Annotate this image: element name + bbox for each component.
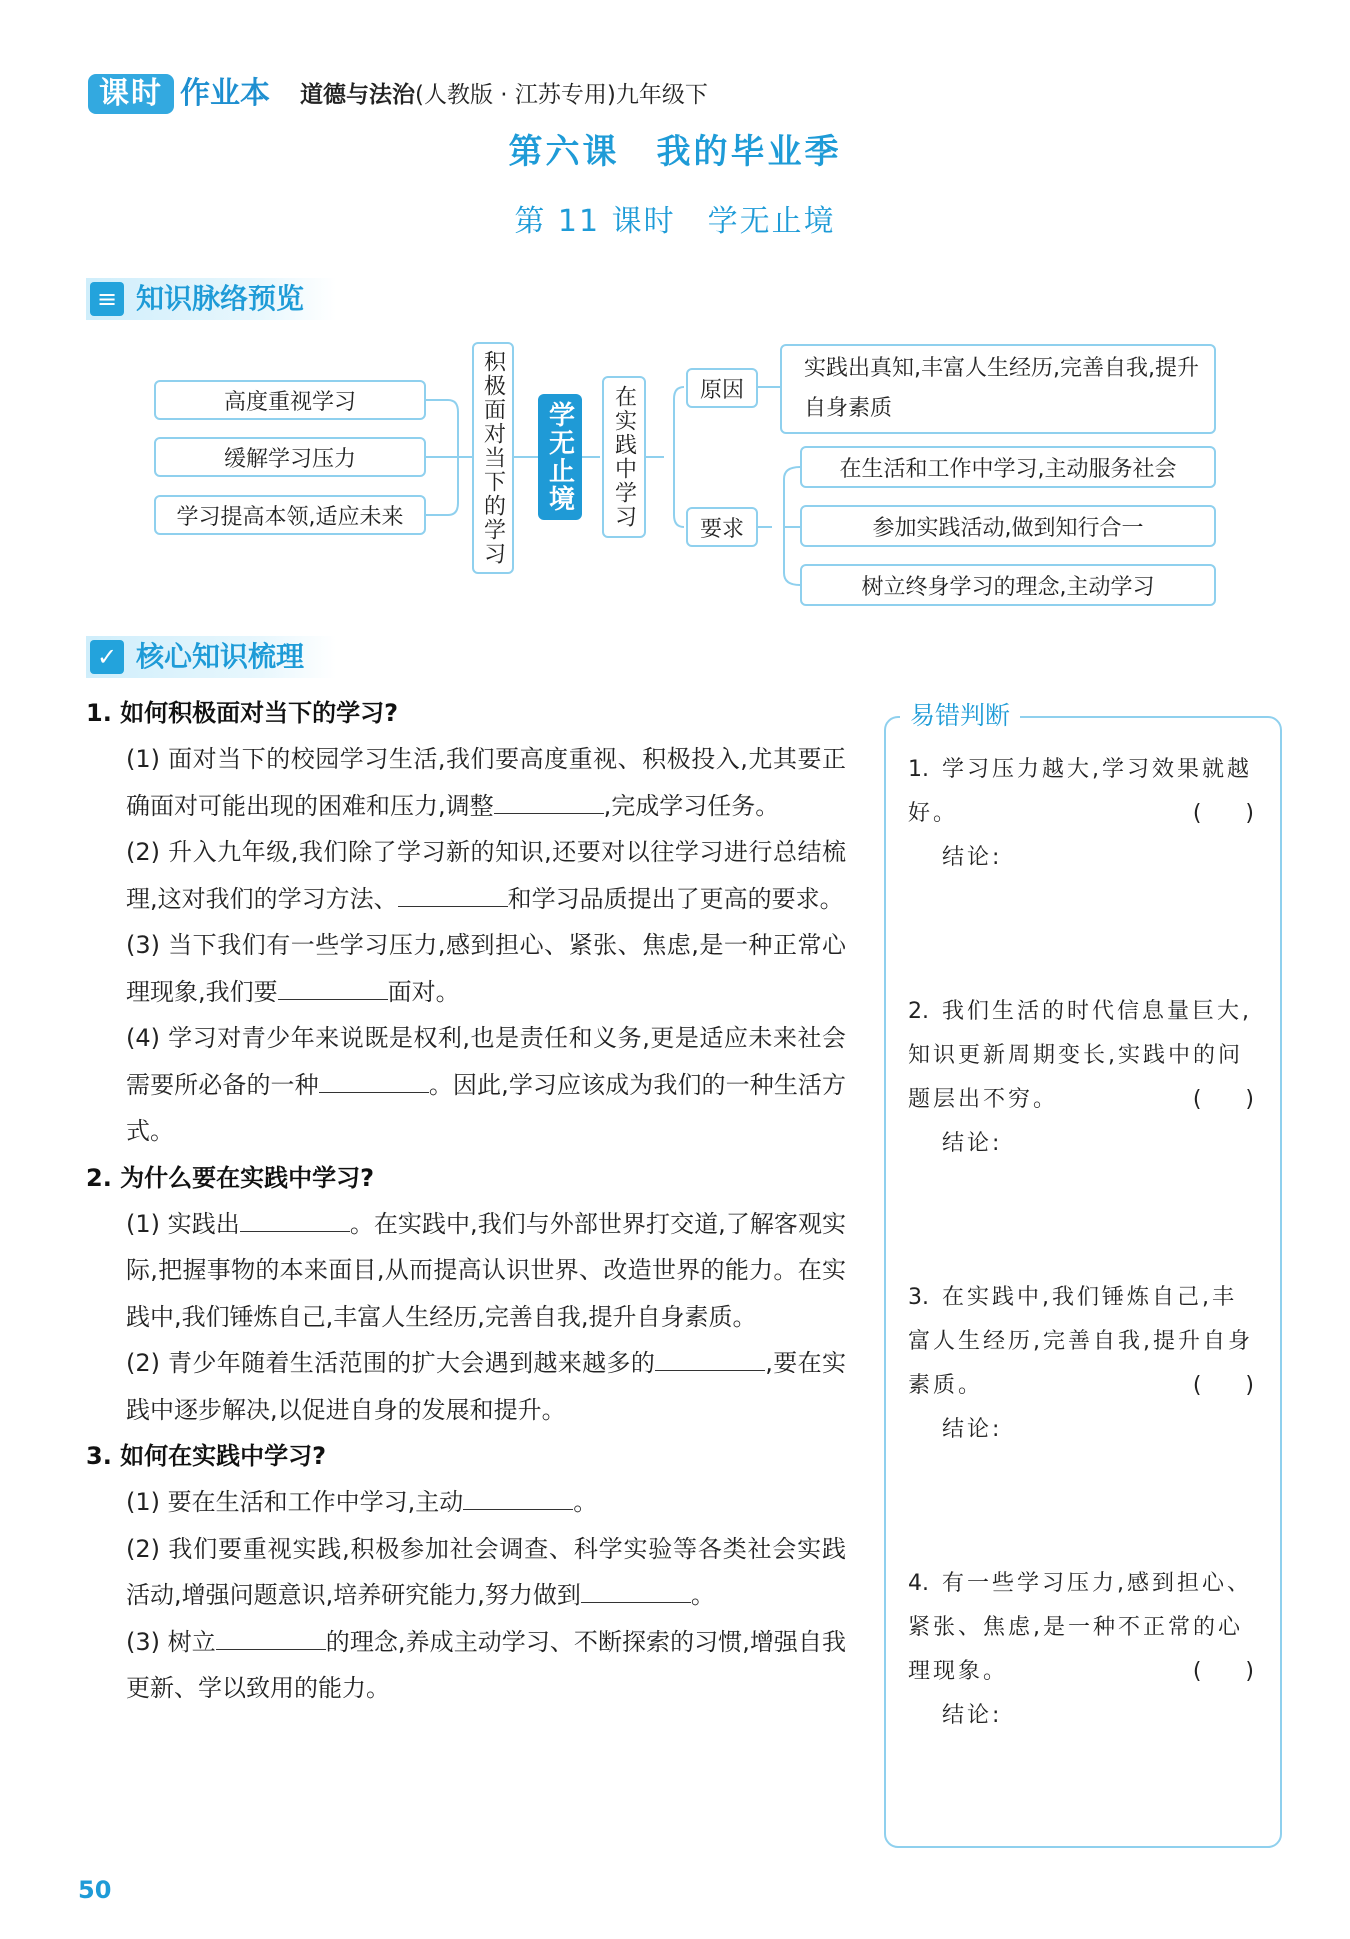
conclusion-label: 结论: xyxy=(942,1417,1003,1442)
answer-blank[interactable] xyxy=(463,1485,573,1510)
mindmap-require-item: 在生活和工作中学习,主动服务社会 xyxy=(800,446,1216,488)
mindmap-left-branch: 积极面对当下的学习 xyxy=(472,342,514,574)
fill-paragraph: (2) 我们要重视实践,积极参加社会调查、科学实验等各类社会实践活动,增强问题意识,培养研究能力,努力做到 。 xyxy=(126,1534,846,1609)
mindmap-center: 学无止境 xyxy=(538,394,582,520)
answer-blank[interactable] xyxy=(398,882,508,907)
judgement-item: 3. 在实践中,我们锤炼自己,丰富人生经历,完善自我,提升自身素质。 ( ) 结论: xyxy=(908,1276,1258,1452)
mindmap-left-item: 高度重视学习 xyxy=(154,380,426,420)
question-block xyxy=(86,1433,846,1712)
question-block xyxy=(86,1155,846,1434)
fill-paragraph: (2) 青少年随着生活范围的扩大会遇到越来越多的 ,要在实践中逐步解决,以促进自身的发展和提升。 xyxy=(86,1340,846,1433)
answer-blank[interactable] xyxy=(278,975,388,1000)
judgement-text: 在实践中,我们锤炼自己,丰富人生经历,完善自我,提升自身素质。 xyxy=(908,1285,1253,1398)
answer-blank[interactable] xyxy=(581,1578,691,1603)
question-title: 2. 为什么要在实践中学习? xyxy=(86,1163,375,1192)
mindmap-require-label: 要求 xyxy=(686,507,758,547)
mindmap-left-item: 学习提高本领,适应未来 xyxy=(154,495,426,535)
page-number: 50 xyxy=(78,1876,112,1904)
judgement-item: 2. 我们生活的时代信息量巨大,知识更新周期变长,实践中的问题层出不穷。 ( ) 结论: xyxy=(908,990,1258,1166)
judgement-item: 1. 学习压力越大,学习效果就越好。 ( ) 结论: xyxy=(908,748,1258,880)
answer-paren[interactable]: ( ) xyxy=(1192,1087,1254,1112)
question-block xyxy=(86,690,846,1155)
book-stack-icon: ≡ xyxy=(90,282,124,316)
section-title: 知识脉络预览 xyxy=(136,282,305,315)
fill-paragraph: (2) 升入九年级,我们除了学习新的知识,还要对以往学习进行总结梳理,这对我们的学习方法、 和学习品质提出了更高的要求。 xyxy=(126,838,846,913)
section-title: 核心知识梳理 xyxy=(136,640,305,673)
mindmap-reason-label: 原因 xyxy=(686,368,758,408)
fill-paragraph: (3) 树立 的理念,养成主动学习、不断探索的习惯,增强自我更新、学以致用的能力。 xyxy=(86,1619,846,1712)
fill-paragraph: (4) 学习对青少年来说既是权利,也是责任和义务,更是适应未来社会需要所必备的一种 。因此,学习应该成为我们的一种生活方式。 xyxy=(126,1024,846,1145)
subject-name: 道德与法治 xyxy=(300,82,415,108)
conclusion-label: 结论: xyxy=(942,1703,1003,1728)
edition-info: (人教版 · 江苏专用)九年级下 xyxy=(415,82,708,108)
fill-paragraph: (1) 面对当下的校园学习生活,我们要高度重视、积极投入,尤其要正确面对可能出现的困难和压力,调整 ,完成学习任务。 xyxy=(126,745,846,820)
answer-blank[interactable] xyxy=(655,1346,765,1371)
fill-paragraph: (1) 要在生活和工作中学习,主动 。 xyxy=(86,1479,846,1526)
fill-paragraph: (1) 实践出 。在实践中,我们与外部世界打交道,了解客观实际,把握事物的本来面目,从而提高认识世界、改造世界的能力。在实践中,我们锤炼自己,丰富人生经历,完善自我,提升自身素质。 xyxy=(86,1201,846,1341)
judgement-text: 我们生活的时代信息量巨大,知识更新周期变长,实践中的问题层出不穷。 xyxy=(908,999,1252,1112)
answer-blank[interactable] xyxy=(240,1207,350,1232)
core-knowledge xyxy=(86,690,846,1712)
answer-paren[interactable]: ( ) xyxy=(1192,1373,1254,1398)
mindmap-right-branch: 在实践中学习 xyxy=(602,376,646,538)
answer-paren[interactable]: ( ) xyxy=(1192,801,1254,826)
checkbox-icon: ✓ xyxy=(90,640,124,674)
conclusion-label: 结论: xyxy=(942,1131,1003,1156)
judgement-item: 4. 有一些学习压力,感到担心、紧张、焦虑,是一种不正常的心理现象。 ( ) 结论: xyxy=(908,1562,1258,1738)
section-header-core xyxy=(86,636,336,678)
period-title: 第 11 课时 学无止境 xyxy=(514,204,836,239)
question-title: 3. 如何在实践中学习? xyxy=(86,1442,327,1470)
answer-blank[interactable] xyxy=(319,1068,429,1093)
answer-blank[interactable] xyxy=(494,789,604,814)
brand-logo: 课时 xyxy=(88,74,174,114)
judgement-panel-title: 易错判断 xyxy=(900,696,1020,736)
judgement-text: 学习压力越大,学习效果就越好。 xyxy=(908,757,1252,826)
reason-text: 实践出真知,丰富人生经历,完善自我,提升自身素质 xyxy=(804,356,1199,421)
mindmap-require-item: 参加实践活动,做到知行合一 xyxy=(800,505,1216,547)
answer-paren[interactable]: ( ) xyxy=(1192,1659,1254,1684)
fill-paragraph: (3) 当下我们有一些学习压力,感到担心、紧张、焦虑,是一种正常心理现象,我们要 面对。 xyxy=(126,931,846,1006)
mindmap-require-item: 树立终身学习的理念,主动学习 xyxy=(800,564,1216,606)
judgement-text: 有一些学习压力,感到担心、紧张、焦虑,是一种不正常的心理现象。 xyxy=(908,1571,1252,1684)
conclusion-label: 结论: xyxy=(942,845,1003,870)
mindmap-reason-text xyxy=(780,344,1216,434)
lesson-title: 第六课 我的毕业季 xyxy=(508,132,842,172)
mindmap-left-item: 缓解学习压力 xyxy=(154,437,426,477)
answer-blank[interactable] xyxy=(216,1625,326,1650)
brand-subtitle: 作业本 xyxy=(180,76,270,111)
question-title: 1. 如何积极面对当下的学习? xyxy=(86,699,399,727)
